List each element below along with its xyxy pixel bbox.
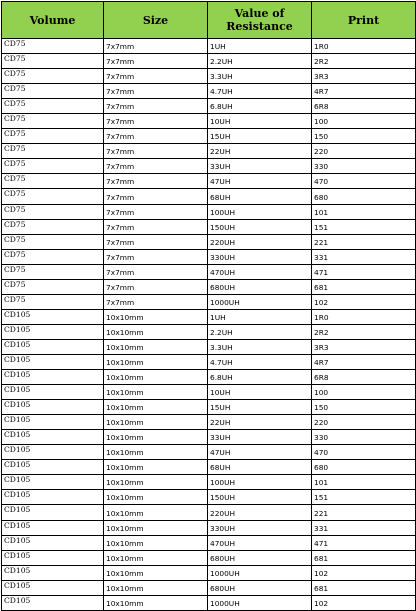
cell-size: 7x7mm [104, 144, 208, 159]
cell-value: 2.2UH [208, 324, 312, 339]
cell-size: 10x10mm [104, 475, 208, 490]
cell-size: 7x7mm [104, 219, 208, 234]
cell-value: 22UH [208, 415, 312, 430]
cell-value: 680UH [208, 550, 312, 565]
cell-size: 7x7mm [104, 39, 208, 54]
table-row [2, 114, 416, 129]
cell-volume: CD75 [2, 39, 104, 54]
cell-size: 10x10mm [104, 400, 208, 415]
cell-volume: CD75 [2, 234, 104, 249]
table-header [2, 2, 416, 39]
cell-value: 1000UH [208, 565, 312, 580]
table-row [2, 144, 416, 159]
cell-size: 10x10mm [104, 339, 208, 354]
cell-value: 1UH [208, 309, 312, 324]
table-row [2, 294, 416, 309]
cell-print: 102 [312, 595, 416, 610]
cell-print: 221 [312, 234, 416, 249]
cell-volume: CD105 [2, 400, 104, 415]
cell-volume: CD105 [2, 460, 104, 475]
cell-print: 221 [312, 505, 416, 520]
cell-value: 100UH [208, 475, 312, 490]
cell-value: 33UH [208, 430, 312, 445]
cell-print: 681 [312, 550, 416, 565]
table-row [2, 279, 416, 294]
cell-size: 10x10mm [104, 595, 208, 610]
cell-volume: CD75 [2, 174, 104, 189]
cell-print: 220 [312, 415, 416, 430]
cell-print: 151 [312, 219, 416, 234]
cell-volume: CD105 [2, 550, 104, 565]
table-row [2, 249, 416, 264]
table-row [2, 400, 416, 415]
cell-value: 10UH [208, 114, 312, 129]
cell-volume: CD105 [2, 324, 104, 339]
cell-value: 680UH [208, 279, 312, 294]
cell-volume: CD75 [2, 69, 104, 84]
cell-print: 100 [312, 385, 416, 400]
cell-size: 10x10mm [104, 324, 208, 339]
cell-value: 680UH [208, 580, 312, 595]
cell-print: 4R7 [312, 84, 416, 99]
table-row [2, 445, 416, 460]
table-row [2, 234, 416, 249]
cell-volume: CD75 [2, 219, 104, 234]
cell-size: 7x7mm [104, 234, 208, 249]
cell-volume: CD105 [2, 535, 104, 550]
cell-volume: CD75 [2, 159, 104, 174]
cell-print: 680 [312, 189, 416, 204]
cell-size: 7x7mm [104, 264, 208, 279]
cell-print: 680 [312, 460, 416, 475]
cell-print: 471 [312, 535, 416, 550]
cell-value: 220UH [208, 505, 312, 520]
cell-size: 10x10mm [104, 460, 208, 475]
cell-volume: CD105 [2, 354, 104, 369]
cell-print: 470 [312, 445, 416, 460]
cell-volume: CD75 [2, 114, 104, 129]
table-row [2, 520, 416, 535]
table-row [2, 415, 416, 430]
table-row [2, 99, 416, 114]
table-row [2, 39, 416, 54]
cell-volume: CD105 [2, 385, 104, 400]
cell-print: 150 [312, 129, 416, 144]
cell-value: 470UH [208, 264, 312, 279]
cell-volume: CD75 [2, 189, 104, 204]
cell-print: 2R2 [312, 324, 416, 339]
cell-value: 6.8UH [208, 99, 312, 114]
cell-size: 7x7mm [104, 114, 208, 129]
cell-print: 6R8 [312, 99, 416, 114]
cell-value: 3.3UH [208, 69, 312, 84]
cell-volume: CD75 [2, 294, 104, 309]
table-row [2, 159, 416, 174]
cell-value: 47UH [208, 174, 312, 189]
cell-volume: CD105 [2, 339, 104, 354]
cell-size: 7x7mm [104, 129, 208, 144]
cell-value: 330UH [208, 249, 312, 264]
cell-value: 68UH [208, 189, 312, 204]
cell-volume: CD105 [2, 505, 104, 520]
table-row [2, 129, 416, 144]
cell-value: 470UH [208, 535, 312, 550]
cell-value: 1000UH [208, 294, 312, 309]
cell-size: 10x10mm [104, 354, 208, 369]
table-row [2, 460, 416, 475]
header-volume: Volume [2, 2, 104, 39]
cell-print: 102 [312, 565, 416, 580]
cell-volume: CD75 [2, 204, 104, 219]
cell-volume: CD105 [2, 415, 104, 430]
table-row [2, 69, 416, 84]
table-row [2, 580, 416, 595]
cell-size: 10x10mm [104, 535, 208, 550]
cell-print: 3R3 [312, 69, 416, 84]
table-row [2, 324, 416, 339]
cell-volume: CD75 [2, 129, 104, 144]
cell-print: 151 [312, 490, 416, 505]
cell-print: 102 [312, 294, 416, 309]
cell-size: 7x7mm [104, 99, 208, 114]
header-print: Print [312, 2, 416, 39]
cell-print: 330 [312, 430, 416, 445]
header-value-of-resistance: Value of Resistance [208, 2, 312, 39]
cell-size: 10x10mm [104, 490, 208, 505]
cell-value: 2.2UH [208, 54, 312, 69]
cell-print: 150 [312, 400, 416, 415]
table-row [2, 174, 416, 189]
table-row [2, 490, 416, 505]
cell-print: 331 [312, 520, 416, 535]
cell-volume: CD75 [2, 54, 104, 69]
table-row [2, 550, 416, 565]
cell-size: 7x7mm [104, 174, 208, 189]
cell-value: 4.7UH [208, 354, 312, 369]
cell-value: 68UH [208, 460, 312, 475]
cell-size: 7x7mm [104, 84, 208, 99]
cell-value: 330UH [208, 520, 312, 535]
cell-size: 7x7mm [104, 69, 208, 84]
cell-volume: CD105 [2, 520, 104, 535]
table-row [2, 189, 416, 204]
cell-size: 10x10mm [104, 370, 208, 385]
cell-size: 7x7mm [104, 249, 208, 264]
cell-print: 331 [312, 249, 416, 264]
table-row [2, 339, 416, 354]
table-row [2, 354, 416, 369]
cell-value: 150UH [208, 490, 312, 505]
table-row [2, 565, 416, 580]
table-row [2, 475, 416, 490]
cell-value: 47UH [208, 445, 312, 460]
cell-print: 1R0 [312, 39, 416, 54]
cell-print: 101 [312, 204, 416, 219]
table-row [2, 430, 416, 445]
table-row [2, 219, 416, 234]
header-size: Size [104, 2, 208, 39]
cell-size: 10x10mm [104, 580, 208, 595]
cell-print: 681 [312, 279, 416, 294]
cell-value: 15UH [208, 129, 312, 144]
cell-value: 1UH [208, 39, 312, 54]
header-row [2, 2, 416, 39]
cell-size: 10x10mm [104, 550, 208, 565]
table-row [2, 309, 416, 324]
cell-print: 470 [312, 174, 416, 189]
cell-volume: CD105 [2, 430, 104, 445]
cell-value: 1000UH [208, 595, 312, 610]
cell-volume: CD75 [2, 144, 104, 159]
cell-volume: CD105 [2, 595, 104, 610]
cell-value: 22UH [208, 144, 312, 159]
cell-volume: CD105 [2, 445, 104, 460]
cell-size: 10x10mm [104, 520, 208, 535]
cell-value: 100UH [208, 204, 312, 219]
cell-print: 330 [312, 159, 416, 174]
table-row [2, 84, 416, 99]
cell-volume: CD75 [2, 279, 104, 294]
cell-value: 4.7UH [208, 84, 312, 99]
cell-value: 3.3UH [208, 339, 312, 354]
cell-volume: CD75 [2, 84, 104, 99]
cell-print: 4R7 [312, 354, 416, 369]
cell-volume: CD105 [2, 565, 104, 580]
inductor-spec-table [1, 1, 416, 611]
table-row [2, 54, 416, 69]
cell-size: 7x7mm [104, 204, 208, 219]
cell-size: 10x10mm [104, 565, 208, 580]
cell-size: 10x10mm [104, 309, 208, 324]
cell-volume: CD105 [2, 370, 104, 385]
cell-volume: CD105 [2, 309, 104, 324]
cell-print: 1R0 [312, 309, 416, 324]
cell-size: 10x10mm [104, 505, 208, 520]
cell-print: 471 [312, 264, 416, 279]
cell-size: 7x7mm [104, 159, 208, 174]
table-row [2, 204, 416, 219]
cell-volume: CD75 [2, 249, 104, 264]
cell-print: 2R2 [312, 54, 416, 69]
cell-size: 7x7mm [104, 189, 208, 204]
cell-value: 33UH [208, 159, 312, 174]
cell-print: 681 [312, 580, 416, 595]
table-row [2, 535, 416, 550]
cell-print: 100 [312, 114, 416, 129]
cell-print: 6R8 [312, 370, 416, 385]
cell-size: 7x7mm [104, 294, 208, 309]
cell-value: 15UH [208, 400, 312, 415]
cell-volume: CD105 [2, 475, 104, 490]
cell-volume: CD105 [2, 490, 104, 505]
cell-size: 7x7mm [104, 54, 208, 69]
cell-value: 6.8UH [208, 370, 312, 385]
cell-size: 10x10mm [104, 445, 208, 460]
cell-volume: CD75 [2, 264, 104, 279]
cell-size: 10x10mm [104, 385, 208, 400]
cell-value: 10UH [208, 385, 312, 400]
cell-print: 3R3 [312, 339, 416, 354]
cell-volume: CD105 [2, 580, 104, 595]
table-row [2, 385, 416, 400]
cell-value: 150UH [208, 219, 312, 234]
table-row [2, 264, 416, 279]
cell-value: 220UH [208, 234, 312, 249]
cell-print: 101 [312, 475, 416, 490]
table-body [2, 39, 416, 611]
cell-volume: CD75 [2, 99, 104, 114]
table-row [2, 505, 416, 520]
cell-size: 10x10mm [104, 415, 208, 430]
cell-print: 220 [312, 144, 416, 159]
cell-size: 10x10mm [104, 430, 208, 445]
table-row [2, 370, 416, 385]
cell-size: 7x7mm [104, 279, 208, 294]
